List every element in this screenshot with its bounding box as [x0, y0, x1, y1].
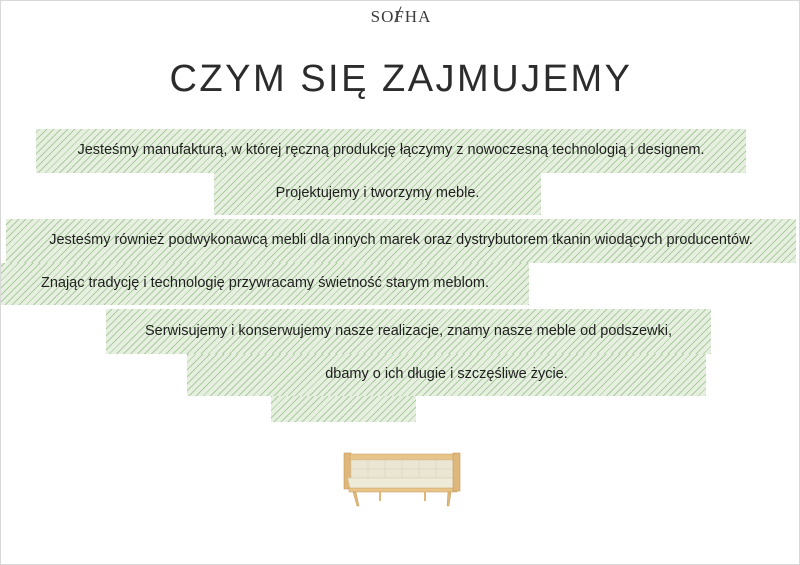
- highlight-band: [106, 309, 711, 354]
- highlight-band: [1, 263, 529, 305]
- brand-logo: [1, 7, 800, 27]
- highlight-band-decorative: [271, 396, 416, 422]
- sofa-illustration: [336, 451, 468, 509]
- brand-logo-text: SOFHA: [370, 7, 432, 26]
- page-title: CZYM SIĘ ZAJMUJEMY: [169, 58, 633, 100]
- band-text: dbamy o ich długie i szczęśliwe życie.: [325, 366, 568, 383]
- highlight-band: [214, 173, 541, 215]
- highlight-band: [187, 354, 706, 396]
- band-text: Jesteśmy również podwykonawcą mebli dla innych marek oraz dystrybutorem tkanin wiodących producentów.: [49, 232, 753, 249]
- band-text: Projektujemy i tworzymy meble.: [275, 185, 480, 202]
- band-text: Serwisujemy i konserwujemy nasze realizacje, znamy nasze meble od podszewki,: [144, 322, 673, 339]
- highlight-band: [36, 129, 746, 173]
- band-text: Jesteśmy manufakturą, w której ręczną produkcję łączymy z nowoczesną technologią i designem.: [77, 142, 705, 159]
- band-text: Znając tradycję i technologię przywracamy świetność starym meblom.: [40, 275, 490, 292]
- highlight-band: [6, 219, 796, 263]
